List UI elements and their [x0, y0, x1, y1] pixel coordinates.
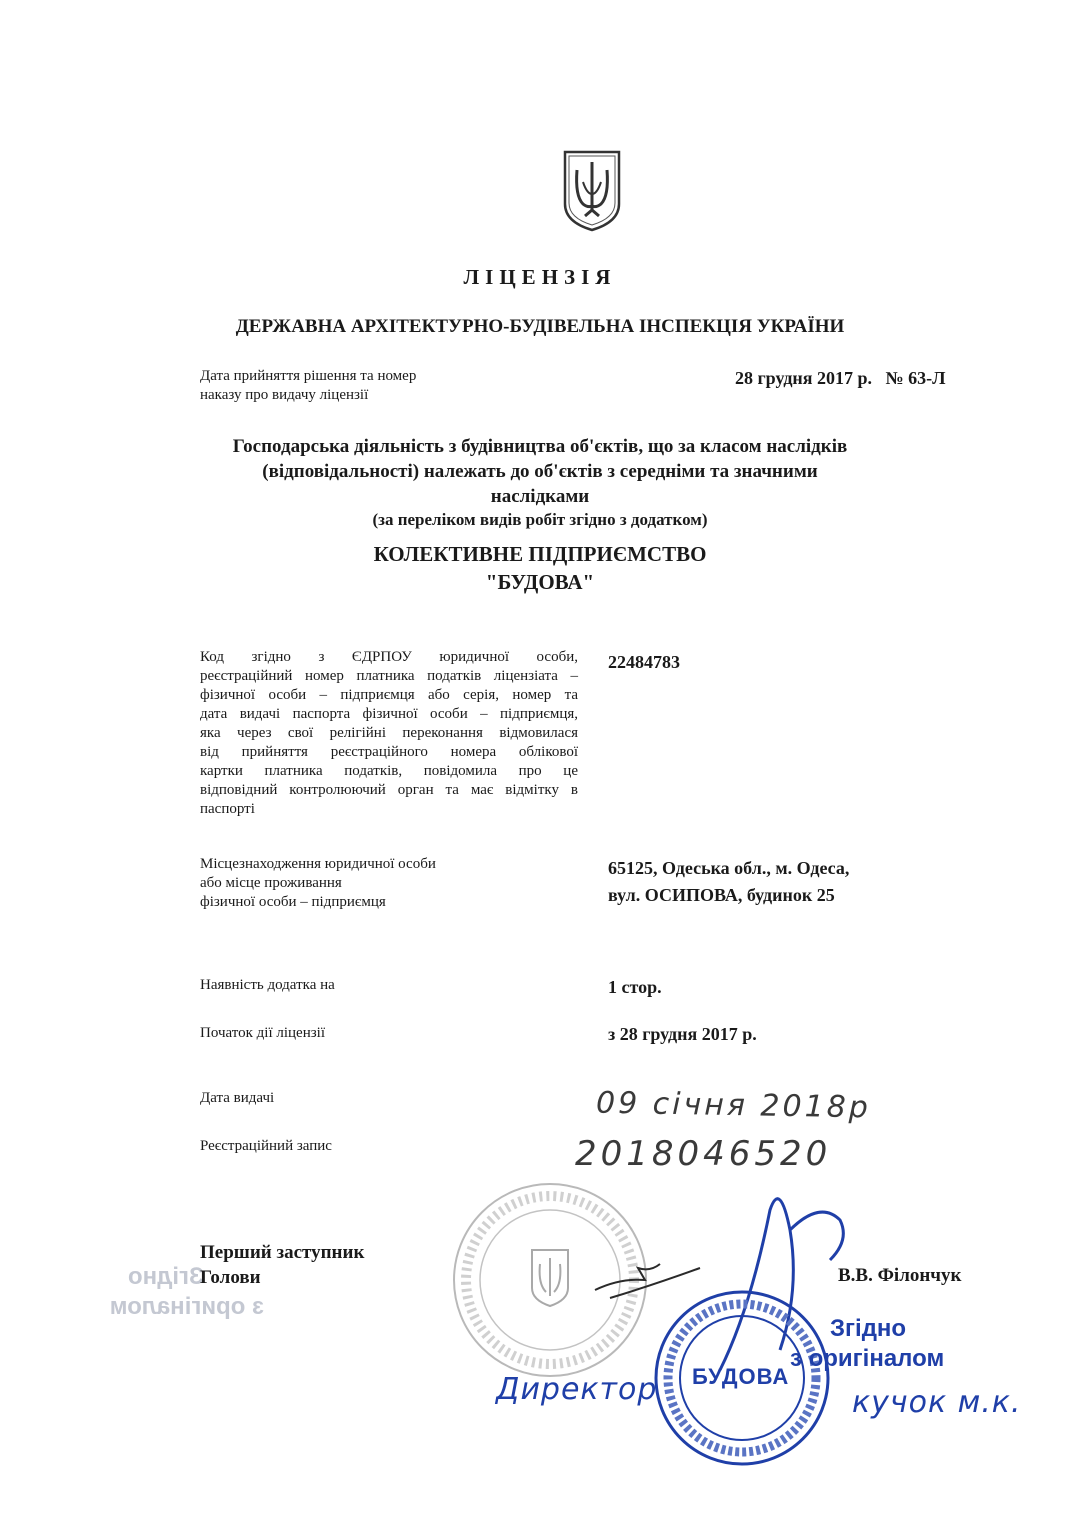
- start-value: з 28 грудня 2017 р.: [608, 1024, 757, 1044]
- address-line: 65125, Одеська обл., м. Одеса,: [608, 858, 850, 878]
- appendix-value: 1 стор.: [608, 977, 662, 997]
- address-label: [200, 855, 500, 912]
- label-line: паспорті: [200, 801, 255, 817]
- certified-line: Згідно: [830, 1315, 907, 1342]
- label-line: Місцезнаходження юридичної особи: [200, 856, 436, 872]
- label-line: фізичної особи – підприємця або серія, номер та: [200, 687, 578, 703]
- appendix-label: Наявність додатка на: [200, 977, 335, 993]
- label-line: Код згідно з ЄДРПОУ юридичної особи,: [200, 649, 578, 665]
- label-line: відповідний контролюючий орган та має відмітку в: [200, 782, 578, 798]
- signatory-name: В.В. Філончук: [838, 1265, 962, 1286]
- label-line: картки платника податків, повідомила про це: [200, 763, 578, 779]
- edrpou-value: 22484783: [608, 652, 680, 672]
- issue-date-handwritten: 09 січня 2018р: [595, 1085, 872, 1126]
- handwritten-director: Директор: [496, 1372, 658, 1407]
- activity-description: [0, 434, 1080, 509]
- label-line: або місце проживання: [200, 875, 342, 891]
- certified-stamp: [790, 1314, 944, 1374]
- start-label: Початок дії ліцензії: [200, 1025, 325, 1041]
- address-line: вул. ОСИПОВА, будинок 25: [608, 885, 835, 905]
- activity-line: Господарська діяльність з будівництва об'єктів, що за класом наслідків: [232, 436, 848, 457]
- order-label-line: Дата прийняття рішення та номер: [200, 368, 417, 384]
- licensee-name-line: КОЛЕКТИВНЕ ПІДПРИЄМСТВО: [373, 542, 707, 566]
- registry-label: Реєстраційний запис: [200, 1138, 332, 1154]
- address-value: [608, 855, 849, 909]
- position-line: Перший заступник: [200, 1242, 365, 1263]
- order-date-label: [200, 367, 480, 405]
- faded-stamp-line: з оригіналом: [109, 1293, 264, 1320]
- faded-stamp-line: Згідно: [127, 1263, 204, 1290]
- position-line: Голови: [200, 1267, 261, 1288]
- issuing-authority: ДЕРЖАВНА АРХІТЕКТУРНО-БУДІВЕЛЬНА ІНСПЕКЦІЯ УКРАЇНИ: [235, 316, 845, 337]
- label-line: фізичної особи – підприємця: [200, 894, 386, 910]
- activity-note: (за переліком видів робіт згідно з додатком): [372, 510, 708, 529]
- label-line: від прийняття реєстраційного номера облікової: [200, 744, 578, 760]
- order-date-value: 28 грудня 2017 р. № 63-Л: [735, 368, 946, 388]
- handwritten-certifier-name: кучок м.к.: [852, 1385, 1022, 1420]
- activity-line: наслідками: [490, 486, 590, 507]
- licensee-name: [0, 540, 1080, 596]
- signatory-position: [200, 1240, 364, 1290]
- edrpou-label: [200, 648, 578, 819]
- trident-emblem: [561, 148, 623, 232]
- company-stamp-label: БУДОВА: [692, 1364, 790, 1389]
- licensee-name-line: "БУДОВА": [485, 570, 595, 594]
- label-line: дата видачі паспорта фізичної особи – підприємця,: [200, 706, 578, 722]
- label-line: яка через свої релігійні переконання відмовилася: [200, 725, 578, 741]
- registry-handwritten: 2018046520: [575, 1134, 832, 1174]
- label-line: реєстраційний номер платника податків ліцензіата –: [200, 668, 578, 684]
- order-label-line: наказу про видачу ліцензії: [200, 387, 369, 403]
- issue-date-label: Дата видачі: [200, 1090, 275, 1106]
- certified-line: з оригіналом: [790, 1345, 945, 1372]
- document-title: ЛІЦЕНЗІЯ: [463, 265, 617, 289]
- activity-line: (відповідальності) належать до об'єктів з середніми та значними: [262, 461, 818, 482]
